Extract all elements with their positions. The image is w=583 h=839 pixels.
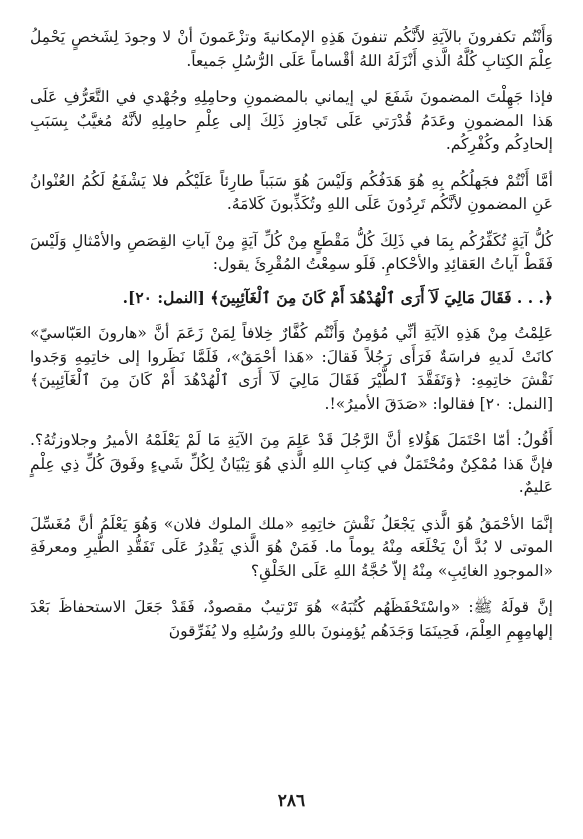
page-number: ٢٨٦ (277, 791, 306, 811)
paragraph-8: إنَّمَا الأحْمَقُ هُوَ الَّذي يَجْعَلُ نَقْشَ خاتِمِهِ «ملك الملوك فلان» وَهُوَ يَعْلَمُ أنَّ مُغَسِّلَ الموتى لا بُدَّ أنْ يَخْلَعَه مِنْهُ يوماً ما. فَمَنْ هُوَ الَّذي يَقْدِرُ عَلَى تَفَقُّدِ الطَّيرِ ومعرفَةِ «الموجودِ الغائِبِ» مِنْهُ إلاّ حُجَّةُ اللهِ عَلَى الخَلْقِ؟ (30, 514, 553, 580)
quran-verse-quote: ﴿. . . فَقَالَ مَالِيَ لَآ أَرَى ٱلْهُدْهُدَ أَمْ كَانَ مِنَ ٱلْغَآئِبِينَ﴾ [النمل: ٢٠]. (122, 287, 553, 307)
book-page (30, 26, 553, 819)
paragraph-9: إنَّ قولَهُ ﷺ: «واسْتَحْفَظَهُم كُتُبَهُ» هُوَ تَرْتيبٌ مقصودٌ، فَقَدْ جَعَلَ الاستحفاظَ بَعْدَ إلهامِهِمِ العِلْمَ، فَحِينَمَا وَجَدَهُم يُؤمِنونَ باللهِ ورُسُلِهِ ولا يُفَرِّقونَ (30, 598, 553, 640)
paragraph-2: فإذا جَهِلْتَ المضمونَ شَفَعَ لي إيماني بالمضمونِ وحامِلِهِ وجُهْدي في التَّعَرُّفِ عَلَى هَذا المضمونِ وعَدَمُ قُدْرَتي عَلَى تَجاوزِ ذَلِكَ إلى عِلْمِ حامِلِهِ لأنَّهُ مُغيَّبٌ بِسَبَبِ إلحادِكُم وكُفْرِكُم. (30, 88, 553, 153)
paragraph-1: وَأَنْتُم تكفرونَ بالآيَةِ لأَنَّكُم تنفونَ هَذِهِ الإمكانيةَ وتزْعَمونَ أنْ لا وجودَ لِشَخصٍ يَحْمِلُ عِلْمَ الكِتابِ كُلَّهُ الَّذي أَنْزَلَهُ اللهُ أقْساماً عَلَى الرُّسُلِ جَميعاً. (30, 28, 553, 70)
paragraph-3: أمَّا أَنْتُمْ فجَهلُكُم بِهِ هُوَ هَدَفُكُم وَلَيْسَ هُوَ سَبَباً طارِئاً عَلَيْكُم فلا يَشْفَعُ لَكُمُ العُنْوانُ عَنِ المضمونِ لأنَّكُم تَرِدُونَ عَلَى اللهِ وتُكَذِّبونَ كَلامَهُ. (30, 171, 553, 213)
body-text (30, 26, 553, 643)
paragraph-7: أَقُولُ: أمّا احْتَمَلَ هَؤُلاءِ أنَّ الرَّجُلَ قَدْ عَلِمَ مِنَ الآيَةِ مَا لَمْ يَعْلَمْهُ الأميرُ وجلاوزتُهُ؟. فإنَّ هَذا مُمْكِنٌ ومُحْتَمَلٌ في كِتابِ اللهِ الَّذي هُوَ تِبْيَانٌ لِكُلِّ شَيءٍ وفَوقَ كُلِّ ذِي عِلْمٍ عَليمٌ. (30, 431, 553, 496)
paragraph-4: كُلُّ آيَةٍ تُكَفِّرُكُم بِمَا في ذَلِكَ كُلُّ مَقْطَعٍ مِنْ كُلِّ آيَةٍ مِنْ آياتِ القِصَصِ والأمْثالِ وَلَيْسَ فَقَطْ آياتُ العَقائِدِ والأحْكامِ. فَلَو سمِعْتُ المُقْرِئَ يقول: (30, 231, 553, 273)
paragraph-6: عَلِمْتُ مِنْ هَذِهِ الآيَةِ أنِّي مُؤمِنٌ وَأَنْتُم كُفَّارٌ خِلافاً لِمَنْ زَعَمَ أنَّ «هارونَ العَبّاسيّ» كانَتْ لَديهِ فراسَةٌ فَرَأَى رَجُلاً فَقالَ: «هَذا أحْمَقٌ»، فَلَمَّا نَظَروا إلى خاتِمِهِ وَجَدوا نَقْشَ خاتِمِهِ: ﴿وَتَفَقَّدَ ٱلطَّيْرَ فَقَالَ مَالِيَ لَآ أَرَى ٱلْهُدْهُدَ أَمْ كَانَ مِنَ ٱلْغَآئِبِينَ﴾ [النمل: ٢٠] فقالوا: «صَدَقَ الأميرُ»!. (30, 324, 553, 413)
